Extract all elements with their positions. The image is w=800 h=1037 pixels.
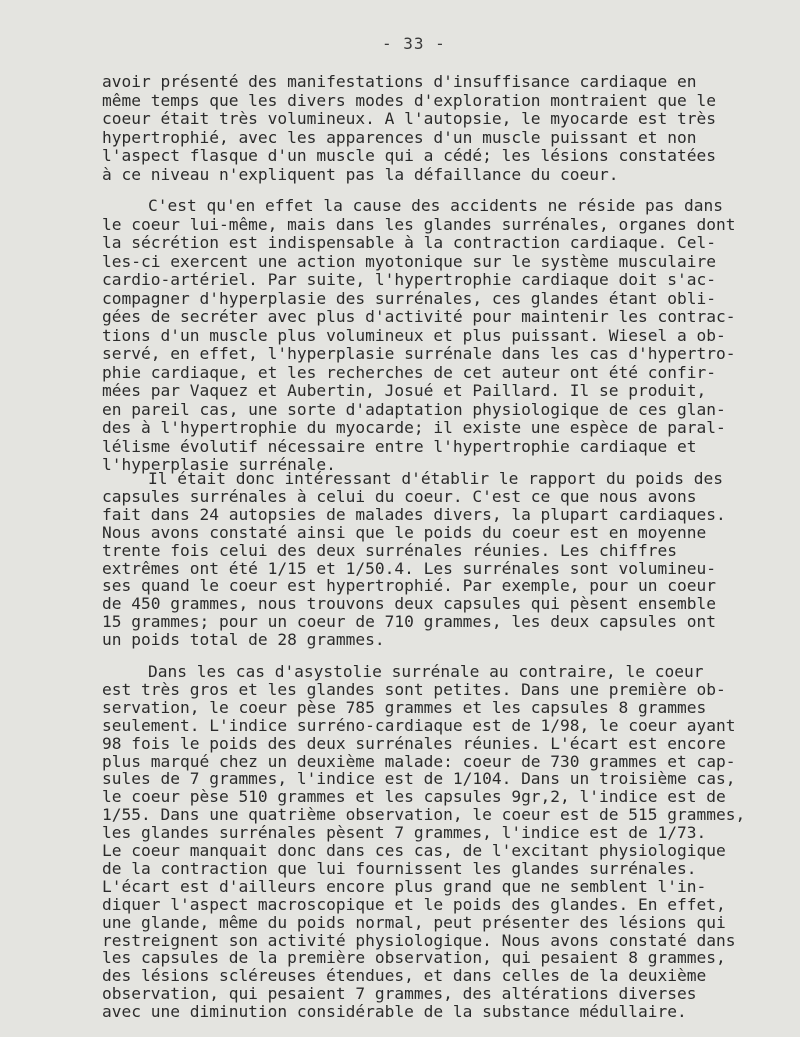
text-line: l'aspect flasque d'un muscle qui a cédé; les lésions constatées (102, 146, 716, 166)
text-line: une glande, même du poids normal, peut présenter des lésions qui (102, 912, 726, 932)
text-line: les capsules de la première observation, qui pesaient 8 grammes, (102, 948, 726, 968)
text-line: même temps que les divers modes d'exploration montraient que le (102, 90, 716, 110)
text-line: tions d'un muscle plus volumineux et plus puissant. Wiesel a ob- (102, 325, 726, 345)
text-line: des à l'hypertrophie du myocarde; il existe une espèce de paral- (102, 418, 726, 437)
page-number: - 33 - (382, 34, 446, 53)
text-line: capsules surrénales à celui du coeur. C'est ce que nous avons (102, 486, 697, 506)
text-line: ses quand le coeur est hypertrophié. Par exemple, pour un coeur (102, 576, 716, 596)
text-line: à ce niveau n'expliquent pas la défaillance du coeur. (102, 165, 619, 184)
text-line: plus marqué chez un deuxième malade: coeur de 730 grammes et cap- (102, 751, 736, 771)
text-line: des lésions scléreuses étendues, et dans celles de la deuxième (102, 966, 707, 986)
text-line: coeur était très volumineux. A l'autopsie, le myocarde est très (102, 109, 716, 129)
text-line: 1/55. Dans une quatrième observation, le coeur est de 515 grammes, (102, 805, 746, 825)
text-line: compagner d'hyperplasie des surrénales, ces glandes étant obli- (102, 288, 716, 308)
text-line: les-ci exercent une action myotonique sur le système musculaire (102, 251, 716, 271)
text-line: un poids total de 28 grammes. (102, 630, 385, 650)
text-line: observation, qui pesaient 7 grammes, des altérations diverses (102, 984, 697, 1004)
text-line: gées de secréter avec plus d'activité pour maintenir les contrac- (102, 307, 736, 326)
text-line: le coeur lui-même, mais dans les glandes surrénales, organes dont (102, 214, 736, 234)
text-line: le coeur pèse 510 grammes et les capsules 9gr,2, l'indice est de (102, 787, 726, 807)
text-line: Le coeur manquait donc dans ces cas, de l'excitant physiologique (102, 841, 726, 860)
text-line: Il était donc intéressant d'établir le rapport du poids des (148, 469, 723, 488)
text-line: servation, le coeur pèse 785 grammes et les capsules 8 grammes (102, 697, 707, 717)
text-line: la sécrétion est indispensable à la contraction cardiaque. Cel- (102, 233, 716, 252)
text-line: de 450 grammes, nous trouvons deux capsules qui pèsent ensemble (102, 594, 716, 614)
text-line: trente fois celui des deux surrénales réunies. Les chiffres (102, 540, 677, 560)
text-line: de la contraction que lui fournissent les glandes surrénales. (102, 858, 697, 878)
text-line: avec une diminution considérable de la substance médullaire. (102, 1002, 687, 1022)
text-line: extrêmes ont été 1/15 et 1/50.4. Les surrénales sont volumineu- (102, 558, 716, 578)
text-line: L'écart est d'ailleurs encore plus grand que ne semblent l'in- (102, 876, 707, 896)
text-line: est très gros et les glandes sont petites. Dans une première ob- (102, 679, 726, 699)
text-line: 15 grammes; pour un coeur de 710 grammes, les deux capsules ont (102, 612, 716, 632)
text-line: lélisme évolutif nécessaire entre l'hypertrophie cardiaque et (102, 436, 697, 456)
text-line: l'hyperplasie surrénale. (102, 455, 336, 474)
text-line: mées par Vaquez et Aubertin, Josué et Paillard. Il se produit, (102, 381, 707, 400)
text-line: seulement. L'indice surréno-cardiaque est de 1/98, le coeur ayant (102, 715, 736, 735)
text-line: hypertrophié, avec les apparences d'un muscle puissant et non (102, 127, 697, 147)
text-line: phie cardiaque, et les recherches de cet auteur ont été confir- (102, 362, 716, 382)
text-line: restreignent son activité physiologique. Nous avons constaté dans (102, 930, 736, 950)
text-line: 98 fois le poids des deux surrénales réunies. L'écart est encore (102, 733, 726, 753)
text-line: C'est qu'en effet la cause des accidents ne réside pas dans (148, 196, 723, 215)
text-line: les glandes surrénales pèsent 7 grammes, l'indice est de 1/73. (102, 823, 707, 843)
text-line: Nous avons constaté ainsi que le poids du coeur est en moyenne (102, 522, 707, 542)
text-line: fait dans 24 autopsies de malades divers, la plupart cardiaques. (102, 504, 726, 524)
text-line: diquer l'aspect macroscopique et le poids des glandes. En effet, (102, 894, 726, 914)
text-line: sules de 7 grammes, l'indice est de 1/104. Dans un troisième cas, (102, 769, 736, 789)
text-line: servé, en effet, l'hyperplasie surrénale dans les cas d'hypertro- (102, 344, 736, 363)
text-line: avoir présenté des manifestations d'insuffisance cardiaque en (102, 72, 697, 91)
text-line: cardio-artériel. Par suite, l'hypertrophie cardiaque doit s'ac- (102, 270, 716, 289)
text-line: Dans les cas d'asystolie surrénale au contraire, le coeur (148, 662, 704, 681)
text-line: en pareil cas, une sorte d'adaptation physiologique de ces glan- (102, 399, 726, 419)
